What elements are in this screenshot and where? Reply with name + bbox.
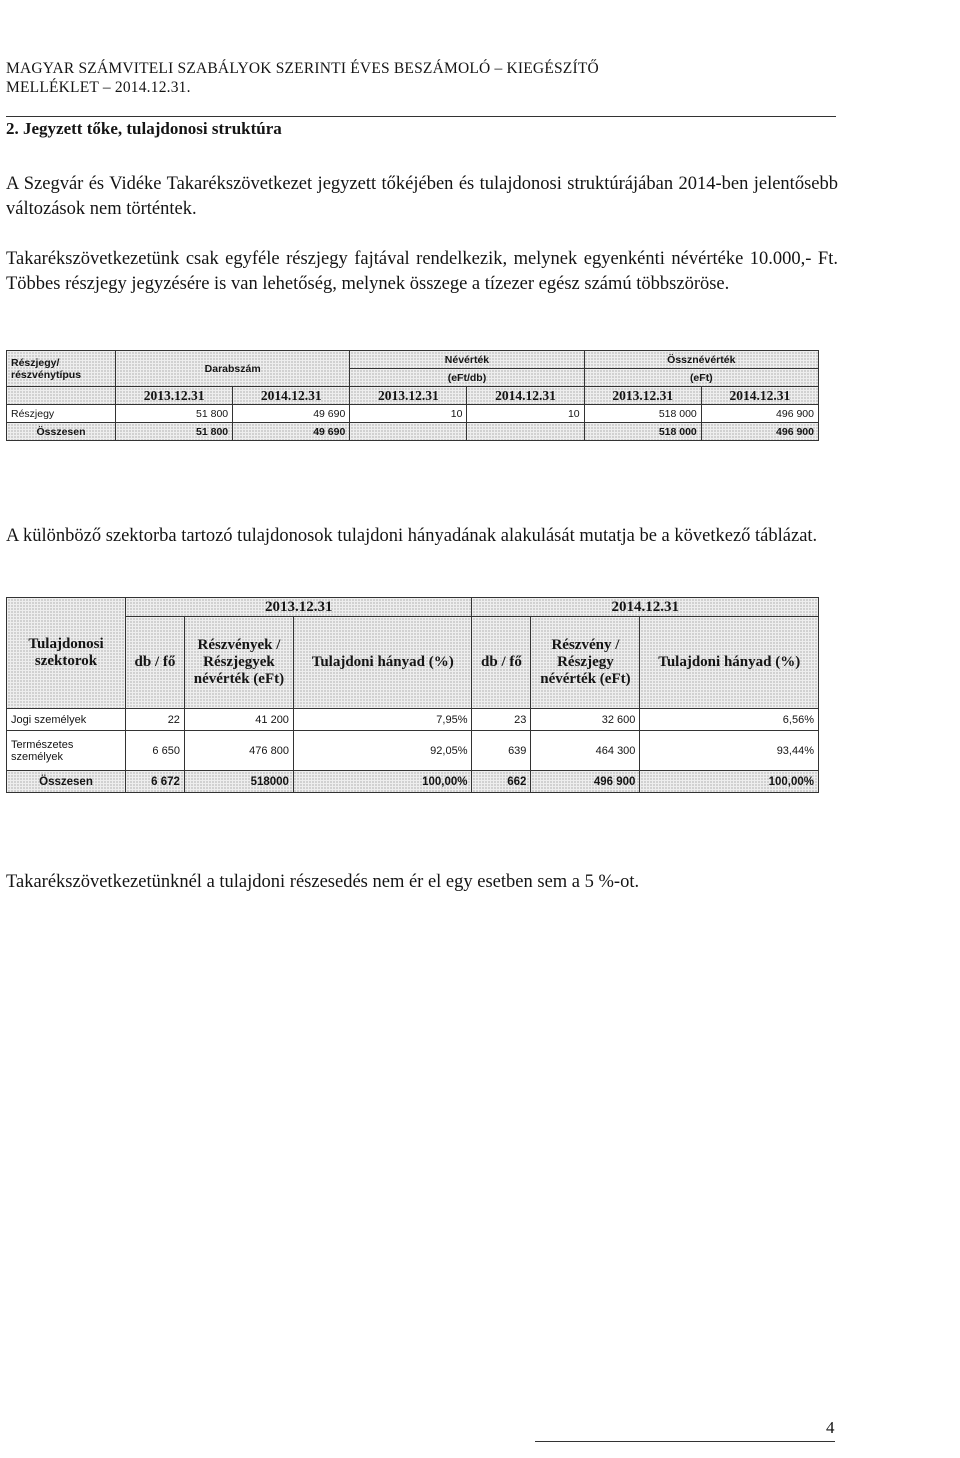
header-total-value: Össznévérték: [584, 351, 818, 369]
report-header-line2: MELLÉKLET – 2014.12.31.: [6, 79, 191, 96]
table-row: [7, 405, 819, 423]
face-value-2014: 10: [467, 405, 584, 423]
share-2014: 6,56%: [640, 709, 819, 731]
header-count-date-2013: 2013.12.31: [116, 387, 233, 405]
page-number: 4: [826, 1418, 835, 1437]
total-count-2013: 51 800: [116, 423, 233, 441]
total-db-2014: 662: [472, 771, 531, 793]
header-rule: [6, 116, 836, 117]
share-2014: 93,44%: [640, 731, 819, 771]
total-value-2014: 496 900: [701, 405, 818, 423]
db-2014: 639: [472, 731, 531, 771]
total-label: Összesen: [7, 423, 116, 441]
header-db-2013: db / fő: [126, 617, 185, 709]
table-total-row: [7, 423, 819, 441]
face-value-2014: 464 300: [531, 731, 640, 771]
share-table: [6, 350, 819, 441]
header-total-value-unit: (eFt): [584, 369, 818, 387]
header-db-2014: db / fő: [472, 617, 531, 709]
face-value-2013: 476 800: [184, 731, 293, 771]
row-label: Részjegy: [7, 405, 116, 423]
total-face-2013: 518000: [184, 771, 293, 793]
face-value-2014: 32 600: [531, 709, 640, 731]
header-date-2014: 2014.12.31: [472, 598, 819, 617]
row-label: Jogi személyek: [7, 709, 126, 731]
header-face-2013: Részvények / Részjegyek névérték (eFt): [184, 617, 293, 709]
header-count-date-2014: 2014.12.31: [233, 387, 350, 405]
total-value-2013: 518 000: [584, 405, 701, 423]
header-face-date-2013: 2013.12.31: [350, 387, 467, 405]
header-face-date-2014: 2014.12.31: [467, 387, 584, 405]
header-share-type: Részjegy/ részvénytípus: [7, 351, 116, 387]
paragraph-share-type: Takarékszövetkezetünk csak egyféle részjegy fajtával rendelkezik, melynek egyenkénti névértéke 10.000,- Ft. Többes részjegy jegyzésére is van lehetőség, melynek összege a tízezer egész számú többszöröse.: [6, 249, 838, 294]
header-sector: Tulajdonosi szektorok: [7, 598, 126, 709]
total-share-2014: 100,00%: [640, 771, 819, 793]
total-face-2013-empty: [350, 423, 467, 441]
report-header-line1: MAGYAR SZÁMVITELI SZABÁLYOK SZERINTI ÉVES BESZÁMOLÓ – KIEGÉSZÍTŐ: [6, 60, 599, 77]
header-date-2013: 2013.12.31: [126, 598, 472, 617]
footer-rule: [535, 1441, 835, 1442]
table-total-row: [7, 771, 819, 793]
paragraph-ownership-change: A Szegvár és Vidéke Takarékszövetkezet jegyzett tőkéjében és tulajdonosi struktúrájában 2014-ben jelentősebb változások nem történtek.: [6, 174, 838, 219]
total-label: Összesen: [7, 771, 126, 793]
section-title: 2. Jegyzett tőke, tulajdonosi struktúra: [6, 119, 282, 138]
total-value-sum-2014: 496 900: [701, 423, 818, 441]
table-row: [7, 731, 819, 771]
share-2013: 92,05%: [293, 731, 472, 771]
total-count-2014: 49 690: [233, 423, 350, 441]
header-face-value-unit: (eFt/db): [350, 369, 584, 387]
count-2014: 49 690: [233, 405, 350, 423]
table-row: [7, 709, 819, 731]
header-face-value: Névérték: [350, 351, 584, 369]
share-2013: 7,95%: [293, 709, 472, 731]
header-count: Darabszám: [116, 351, 350, 387]
header-empty-cell: [7, 387, 116, 405]
total-face-2014-empty: [467, 423, 584, 441]
total-value-sum-2013: 518 000: [584, 423, 701, 441]
header-total-date-2014: 2014.12.31: [701, 387, 818, 405]
ownership-table: [6, 597, 819, 793]
row-label: Természetes személyek: [7, 731, 126, 771]
report-header: [6, 59, 599, 97]
paragraph-share-note: Takarékszövetkezetünknél a tulajdoni részesedés nem ér el egy esetben sem a 5 %-ot.: [6, 872, 640, 892]
count-2013: 51 800: [116, 405, 233, 423]
total-share-2013: 100,00%: [293, 771, 472, 793]
header-share-2013: Tulajdoni hányad (%): [293, 617, 472, 709]
total-face-2014: 496 900: [531, 771, 640, 793]
db-2013: 6 650: [126, 731, 185, 771]
header-face-2014: Részvény / Részjegy névérték (eFt): [531, 617, 640, 709]
face-value-2013: 41 200: [184, 709, 293, 731]
db-2014: 23: [472, 709, 531, 731]
header-total-date-2013: 2013.12.31: [584, 387, 701, 405]
face-value-2013: 10: [350, 405, 467, 423]
db-2013: 22: [126, 709, 185, 731]
total-db-2013: 6 672: [126, 771, 185, 793]
paragraph-table-intro: A különböző szektorba tartozó tulajdonosok tulajdoni hányadának alakulását mutatja be a következő táblázat.: [6, 526, 818, 546]
header-share-2014: Tulajdoni hányad (%): [640, 617, 819, 709]
